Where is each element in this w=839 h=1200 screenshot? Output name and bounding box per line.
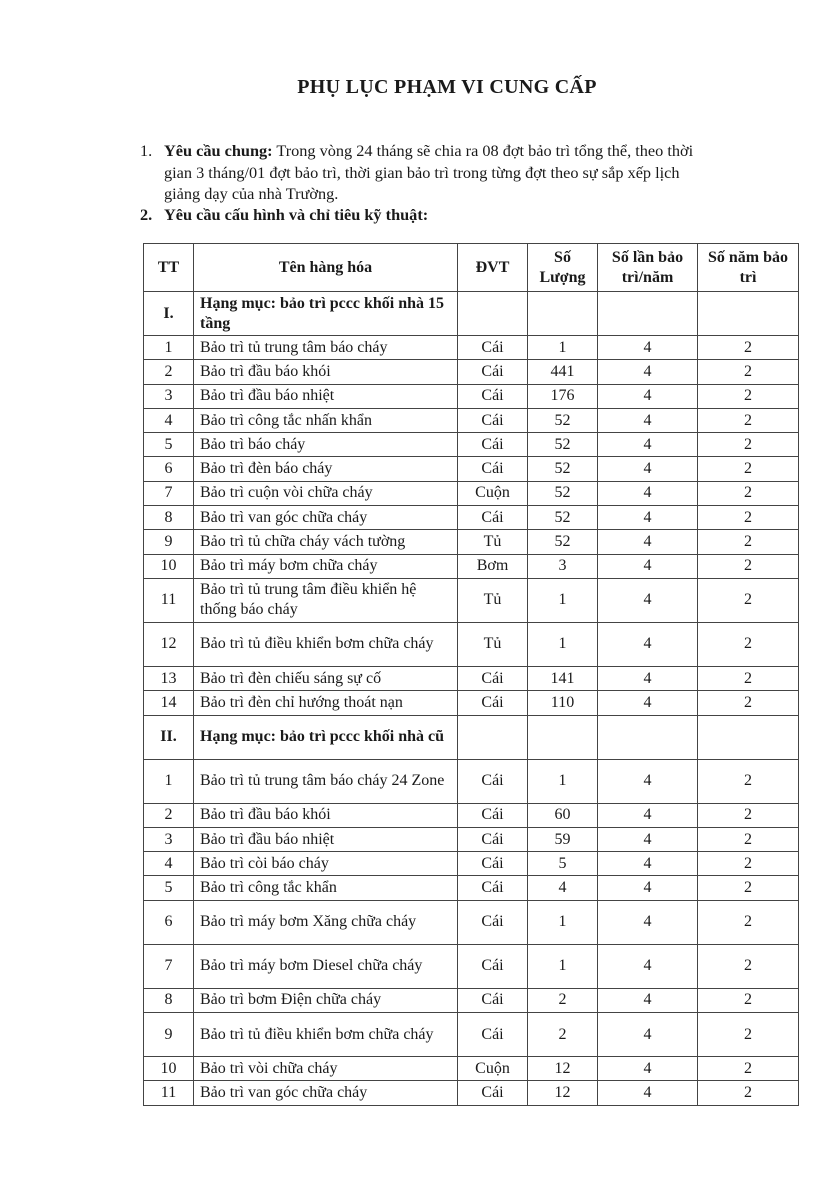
cell-quantity: 176: [528, 384, 598, 408]
cell-name: Bảo trì đầu báo khói: [194, 360, 458, 384]
header-tt: TT: [144, 244, 194, 292]
cell-unit: Tủ: [458, 622, 528, 666]
cell-unit: Cái: [458, 1013, 528, 1057]
general-requirement: [140, 140, 800, 205]
cell-name: Bảo trì van góc chữa cháy: [194, 506, 458, 530]
cell-years: 2: [698, 944, 799, 988]
cell-years: 2: [698, 1081, 799, 1105]
cell-quantity: 110: [528, 691, 598, 715]
cell-tt: 10: [144, 1057, 194, 1081]
header-unit: ĐVT: [458, 244, 528, 292]
cell-name: Bảo trì còi báo cháy: [194, 852, 458, 876]
cell-quantity: 1: [528, 622, 598, 666]
cell-tt: 1: [144, 759, 194, 803]
cell-years: 2: [698, 759, 799, 803]
cell-empty: [598, 292, 698, 336]
cell-quantity: 1: [528, 944, 598, 988]
cell-tt: 5: [144, 876, 194, 900]
cell-years: 2: [698, 1057, 799, 1081]
cell-years: 2: [698, 360, 799, 384]
cell-name: Bảo trì báo cháy: [194, 433, 458, 457]
scope-table: [143, 243, 799, 1106]
table-row: [144, 691, 799, 715]
cell-tt: 10: [144, 554, 194, 578]
cell-unit: Cái: [458, 691, 528, 715]
cell-tt: 9: [144, 1013, 194, 1057]
cell-quantity: 1: [528, 900, 598, 944]
cell-unit: Cuộn: [458, 481, 528, 505]
cell-name: Bảo trì cuộn vòi chữa cháy: [194, 481, 458, 505]
cell-times-per-year: 4: [598, 433, 698, 457]
cell-times-per-year: 4: [598, 336, 698, 360]
table-row: [144, 384, 799, 408]
table-row: [144, 1013, 799, 1057]
cell-name: Bảo trì vòi chữa cháy: [194, 1057, 458, 1081]
cell-quantity: 59: [528, 827, 598, 851]
cell-tt: 1: [144, 336, 194, 360]
cell-name: Bảo trì tủ trung tâm báo cháy 24 Zone: [194, 759, 458, 803]
cell-times-per-year: 4: [598, 530, 698, 554]
cell-times-per-year: 4: [598, 1081, 698, 1105]
cell-quantity: 1: [528, 578, 598, 622]
cell-unit: Tủ: [458, 530, 528, 554]
table-row: [144, 988, 799, 1012]
table-header-row: [144, 244, 799, 292]
cell-quantity: 141: [528, 666, 598, 690]
cell-unit: Tủ: [458, 578, 528, 622]
cell-unit: Cuộn: [458, 1057, 528, 1081]
cell-name: Bảo trì đầu báo khói: [194, 803, 458, 827]
cell-quantity: 52: [528, 481, 598, 505]
cell-quantity: 60: [528, 803, 598, 827]
cell-years: 2: [698, 876, 799, 900]
cell-times-per-year: 4: [598, 408, 698, 432]
cell-tt: II.: [144, 715, 194, 759]
cell-years: 2: [698, 1013, 799, 1057]
table-row: [144, 759, 799, 803]
table-row: [144, 827, 799, 851]
table-row: [144, 1081, 799, 1105]
cell-times-per-year: 4: [598, 876, 698, 900]
cell-empty: [458, 715, 528, 759]
general-requirement-text-3: giảng dạy của nhà Trường.: [164, 184, 339, 203]
cell-name: Bảo trì đầu báo nhiệt: [194, 384, 458, 408]
cell-tt: 12: [144, 622, 194, 666]
cell-tt: 3: [144, 827, 194, 851]
cell-tt: 2: [144, 803, 194, 827]
cell-unit: Cái: [458, 384, 528, 408]
table-row: [144, 900, 799, 944]
table-row: [144, 803, 799, 827]
cell-times-per-year: 4: [598, 481, 698, 505]
cell-unit: Bơm: [458, 554, 528, 578]
cell-unit: Cái: [458, 408, 528, 432]
cell-years: 2: [698, 827, 799, 851]
cell-unit: Cái: [458, 827, 528, 851]
cell-times-per-year: 4: [598, 578, 698, 622]
table-row: [144, 622, 799, 666]
cell-times-per-year: 4: [598, 666, 698, 690]
cell-name: Bảo trì đèn chỉ hướng thoát nạn: [194, 691, 458, 715]
table-row: [144, 1057, 799, 1081]
cell-years: 2: [698, 384, 799, 408]
cell-unit: Cái: [458, 900, 528, 944]
cell-name: Bảo trì bơm Điện chữa cháy: [194, 988, 458, 1012]
cell-quantity: 4: [528, 876, 598, 900]
cell-years: 2: [698, 666, 799, 690]
cell-unit: Cái: [458, 988, 528, 1012]
cell-tt: 3: [144, 384, 194, 408]
cell-unit: Cái: [458, 1081, 528, 1105]
cell-quantity: 52: [528, 506, 598, 530]
item-number: 1.: [140, 141, 153, 160]
cell-times-per-year: 4: [598, 554, 698, 578]
cell-years: 2: [698, 433, 799, 457]
cell-quantity: 2: [528, 1013, 598, 1057]
cell-quantity: 441: [528, 360, 598, 384]
table-row: [144, 481, 799, 505]
cell-unit: Cái: [458, 759, 528, 803]
cell-name: Bảo trì máy bơm chữa cháy: [194, 554, 458, 578]
technical-requirement-label: Yêu cầu cấu hình và chỉ tiêu kỹ thuật:: [164, 205, 429, 224]
general-requirement-text: Trong vòng 24 tháng sẽ chia ra 08 đợt bảo trì tổng thể, theo thời: [272, 141, 694, 160]
cell-section-name: Hạng mục: bảo trì pccc khối nhà 15 tầng: [194, 292, 458, 336]
cell-quantity: 12: [528, 1081, 598, 1105]
cell-years: 2: [698, 481, 799, 505]
cell-quantity: 1: [528, 336, 598, 360]
cell-tt: 9: [144, 530, 194, 554]
cell-tt: 11: [144, 1081, 194, 1105]
cell-name: Bảo trì tủ chữa cháy vách tường: [194, 530, 458, 554]
cell-times-per-year: 4: [598, 360, 698, 384]
cell-times-per-year: 4: [598, 384, 698, 408]
technical-requirement-heading: [140, 204, 800, 226]
cell-unit: Cái: [458, 457, 528, 481]
cell-tt: 4: [144, 852, 194, 876]
cell-empty: [528, 292, 598, 336]
cell-times-per-year: 4: [598, 759, 698, 803]
cell-name: Bảo trì tủ trung tâm báo cháy: [194, 336, 458, 360]
cell-times-per-year: 4: [598, 506, 698, 530]
cell-quantity: 52: [528, 530, 598, 554]
table-row: [144, 360, 799, 384]
general-requirement-text-2: gian 3 tháng/01 đợt bảo trì, thời gian bảo trì trong từng đợt theo sự sắp xếp lịch: [164, 162, 680, 182]
table-row: [144, 876, 799, 900]
document-title: PHỤ LỤC PHẠM VI CUNG CẤP: [297, 76, 597, 98]
table-row: [144, 457, 799, 481]
cell-name: Bảo trì máy bơm Diesel chữa cháy: [194, 944, 458, 988]
section-row: [144, 292, 799, 336]
cell-unit: Cái: [458, 506, 528, 530]
table-row: [144, 530, 799, 554]
cell-quantity: 52: [528, 433, 598, 457]
item-number: 2.: [140, 205, 153, 224]
cell-name: Bảo trì đầu báo nhiệt: [194, 827, 458, 851]
cell-empty: [698, 715, 799, 759]
cell-years: 2: [698, 622, 799, 666]
cell-tt: 8: [144, 988, 194, 1012]
cell-empty: [598, 715, 698, 759]
cell-unit: Cái: [458, 944, 528, 988]
table-row: [144, 506, 799, 530]
cell-years: 2: [698, 988, 799, 1012]
cell-tt: 14: [144, 691, 194, 715]
cell-times-per-year: 4: [598, 1013, 698, 1057]
header-quantity: Số Lượng: [528, 244, 598, 292]
cell-times-per-year: 4: [598, 457, 698, 481]
cell-name: Bảo trì máy bơm Xăng chữa cháy: [194, 900, 458, 944]
cell-times-per-year: 4: [598, 988, 698, 1012]
cell-unit: Cái: [458, 852, 528, 876]
header-years: Số năm bảo trì: [698, 244, 799, 292]
cell-times-per-year: 4: [598, 691, 698, 715]
cell-times-per-year: 4: [598, 944, 698, 988]
cell-quantity: 2: [528, 988, 598, 1012]
cell-name: Bảo trì tủ trung tâm điều khiển hệ thống báo cháy: [194, 578, 458, 622]
cell-tt: 6: [144, 457, 194, 481]
cell-quantity: 1: [528, 759, 598, 803]
cell-tt: 4: [144, 408, 194, 432]
cell-years: 2: [698, 336, 799, 360]
cell-quantity: 5: [528, 852, 598, 876]
cell-years: 2: [698, 691, 799, 715]
cell-unit: Cái: [458, 433, 528, 457]
cell-empty: [528, 715, 598, 759]
table-row: [144, 408, 799, 432]
cell-name: Bảo trì đèn chiếu sáng sự cố: [194, 666, 458, 690]
cell-name: Bảo trì van góc chữa cháy: [194, 1081, 458, 1105]
cell-tt: 2: [144, 360, 194, 384]
cell-name: Bảo trì tủ điều khiển bơm chữa cháy: [194, 622, 458, 666]
header-times-per-year: Số lần bảo trì/năm: [598, 244, 698, 292]
cell-tt: 6: [144, 900, 194, 944]
cell-years: 2: [698, 803, 799, 827]
table-row: [144, 578, 799, 622]
cell-years: 2: [698, 554, 799, 578]
header-name: Tên hàng hóa: [194, 244, 458, 292]
general-requirement-label: Yêu cầu chung:: [164, 141, 273, 160]
cell-years: 2: [698, 852, 799, 876]
cell-quantity: 3: [528, 554, 598, 578]
cell-times-per-year: 4: [598, 900, 698, 944]
cell-tt: 7: [144, 481, 194, 505]
cell-tt: 7: [144, 944, 194, 988]
cell-years: 2: [698, 900, 799, 944]
cell-unit: Cái: [458, 803, 528, 827]
table-row: [144, 944, 799, 988]
cell-years: 2: [698, 578, 799, 622]
cell-unit: Cái: [458, 360, 528, 384]
cell-times-per-year: 4: [598, 803, 698, 827]
cell-tt: 5: [144, 433, 194, 457]
cell-years: 2: [698, 506, 799, 530]
section-row: [144, 715, 799, 759]
cell-times-per-year: 4: [598, 852, 698, 876]
cell-unit: Cái: [458, 336, 528, 360]
table-row: [144, 554, 799, 578]
cell-tt: 13: [144, 666, 194, 690]
cell-quantity: 52: [528, 408, 598, 432]
cell-times-per-year: 4: [598, 827, 698, 851]
cell-name: Bảo trì tủ điều khiển bơm chữa cháy: [194, 1013, 458, 1057]
cell-times-per-year: 4: [598, 1057, 698, 1081]
cell-name: Bảo trì đèn báo cháy: [194, 457, 458, 481]
cell-section-name: Hạng mục: bảo trì pccc khối nhà cũ: [194, 715, 458, 759]
cell-quantity: 12: [528, 1057, 598, 1081]
cell-years: 2: [698, 457, 799, 481]
cell-times-per-year: 4: [598, 622, 698, 666]
cell-years: 2: [698, 408, 799, 432]
cell-unit: Cái: [458, 666, 528, 690]
table-row: [144, 666, 799, 690]
cell-tt: 8: [144, 506, 194, 530]
cell-tt: 11: [144, 578, 194, 622]
table-row: [144, 336, 799, 360]
cell-quantity: 52: [528, 457, 598, 481]
cell-empty: [458, 292, 528, 336]
cell-tt: I.: [144, 292, 194, 336]
cell-name: Bảo trì công tắc nhấn khẩn: [194, 408, 458, 432]
table-row: [144, 433, 799, 457]
cell-name: Bảo trì công tắc khẩn: [194, 876, 458, 900]
cell-unit: Cái: [458, 876, 528, 900]
table-row: [144, 852, 799, 876]
cell-empty: [698, 292, 799, 336]
cell-years: 2: [698, 530, 799, 554]
